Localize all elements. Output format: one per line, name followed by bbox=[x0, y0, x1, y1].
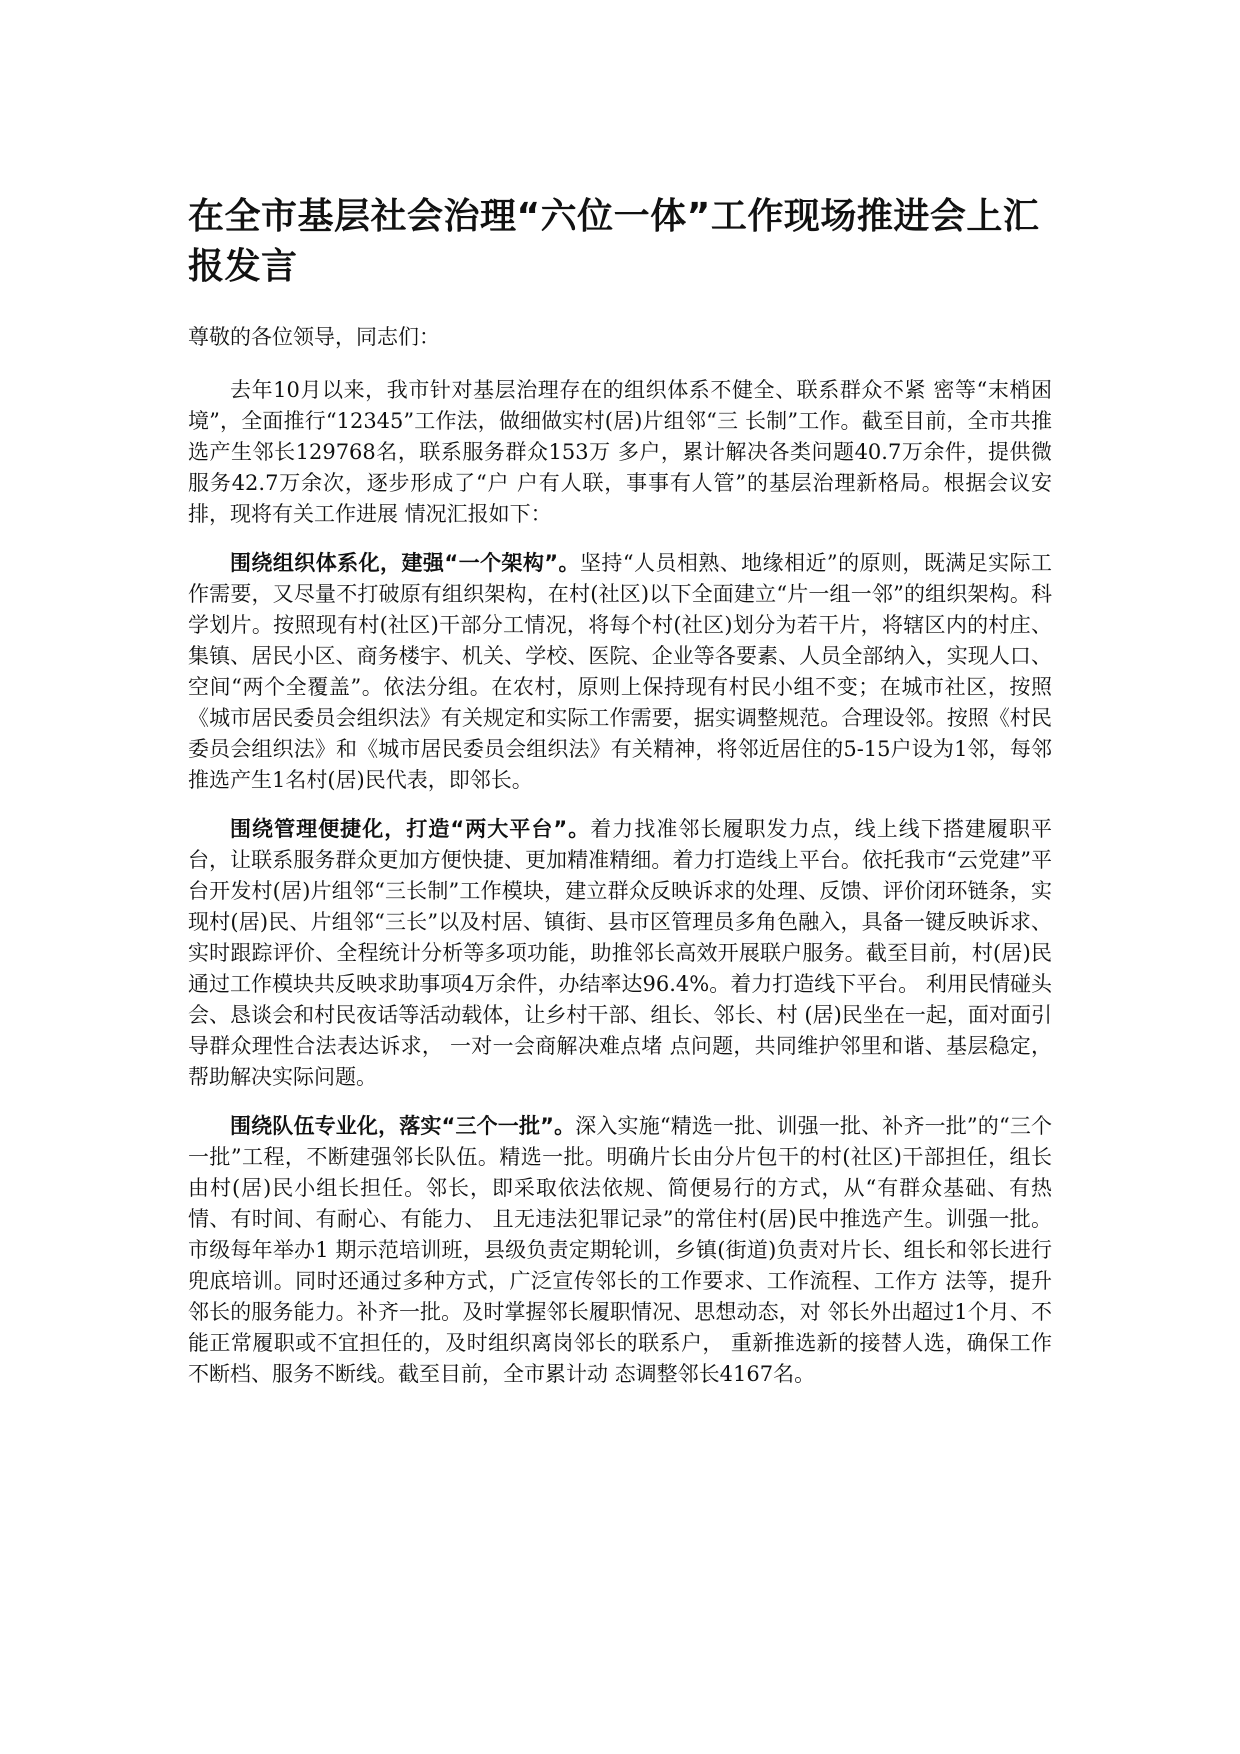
paragraph-platforms bbox=[188, 814, 1052, 1093]
paragraph-text: 着力找准邻长履职发力点，线上线下搭建履职平台，让联系服务群众更加方便快捷、更加精准精细。着力打造线上平台。依托我市“云党建”平台开发村(居)片组邻“三长制”工作模块，建立群众反映诉求的处理、反馈、评价闭环链条，实现村(居)民、片组邻“三长”以及村居、镇街、县市区管理员多角色融入，具备一键反映诉求、实时跟踪评价、全程统计分析等多项功能，助推邻长高效开展联户服务。截至目前，村(居)民通过工作模块共反映求助事项4万余件，办结率达96.4%。着力打造线下平台。 利用民情碰头会、恳谈会和村民夜话等活动载体，让乡村干部、组长、邻长、村 (居)民坐在一起，面对面引导群众理性合法表达诉求， 一对一会商解决难点堵 点问题，共同维护邻里和谐、基层稳定，帮助解决实际问题。 bbox=[188, 817, 1052, 1089]
document-page bbox=[188, 192, 1052, 1408]
paragraph-text: 坚持“人员相熟、地缘相近”的原则，既满足实际工作需要，又尽量不打破原有组织架构，在村(社区)以下全面建立“片一组一邻”的组织架构。科学划片。按照现有村(社区)干部分工情况，将每个村(社区)划分为若干片，将辖区内的村庄、集镇、居民小区、商务楼宇、机关、学校、医院、企业等各要素、人员全部纳入，实现人口、空间“两个全覆盖”。依法分组。在农村，原则上保持现有村民小组不变；在城市社区，按照《城市居民委员会组织法》有关规定和实际工作需要，据实调整规范。合理设邻。按照《村民委员会组织法》和《城市居民委员会组织法》有关精神，将邻近居住的5-15户设为1邻，每邻推选产生1名村(居)民代表，即邻长。 bbox=[188, 551, 1052, 792]
document-title: 在全市基层社会治理“六位一体”工作现场推进会上汇报发言 bbox=[188, 196, 1040, 287]
paragraph-intro bbox=[188, 375, 1052, 530]
paragraph-heading: 围绕队伍专业化，落实“三个一批”。 bbox=[230, 1114, 576, 1138]
paragraph-heading: 围绕管理便捷化，打造“两大平台”。 bbox=[230, 817, 591, 841]
paragraph-text: 深入实施“精选一批、训强一批、补齐一批”的“三个一批”工程，不断建强邻长队伍。精选一批。明确片长由分片包干的村(社区)干部担任，组长由村(居)民小组长担任。邻长，即采取依法依规、简便易行的方式，从“有群众基础、有热情、有时间、有耐心、有能力、 且无违法犯罪记录”的常住村(居)民中推选产生。训强一批。市级每年举办1 期示范培训班，县级负责定期轮训，乡镇(街道)负责对片长、组长和邻长进行 兜底培训。同时还通过多种方式，广泛宣传邻长的工作要求、工作流程、工作方 法等，提升邻长的服务能力。补齐一批。及时掌握邻长履职情况、思想动态，对 邻长外出超过1个月、不能正常履职或不宜担任的，及时组织离岗邻长的联系户， 重新推选新的接替人选，确保工作不断档、服务不断线。截至目前，全市累计动 态调整邻长4167名。 bbox=[188, 1114, 1052, 1386]
paragraph-text: 去年10月以来，我市针对基层治理存在的组织体系不健全、联系群众不紧 密等“末梢困境”，全面推行“12345”工作法，做细做实村(居)片组邻“三 长制”工作。截至目前，全市共推选产生邻长129768名，联系服务群众153万 多户，累计解决各类问题40.7万余件，提供微服务42.7万余次，逐步形成了“户 户有人联，事事有人管”的基层治理新格局。根据会议安排，现将有关工作进展 情况汇报如下： bbox=[188, 378, 1052, 526]
paragraph-team bbox=[188, 1111, 1052, 1390]
paragraph-heading: 围绕组织体系化，建强“一个架构”。 bbox=[230, 551, 580, 575]
paragraph-organization bbox=[188, 548, 1052, 796]
salutation: 尊敬的各位领导，同志们： bbox=[188, 325, 440, 349]
